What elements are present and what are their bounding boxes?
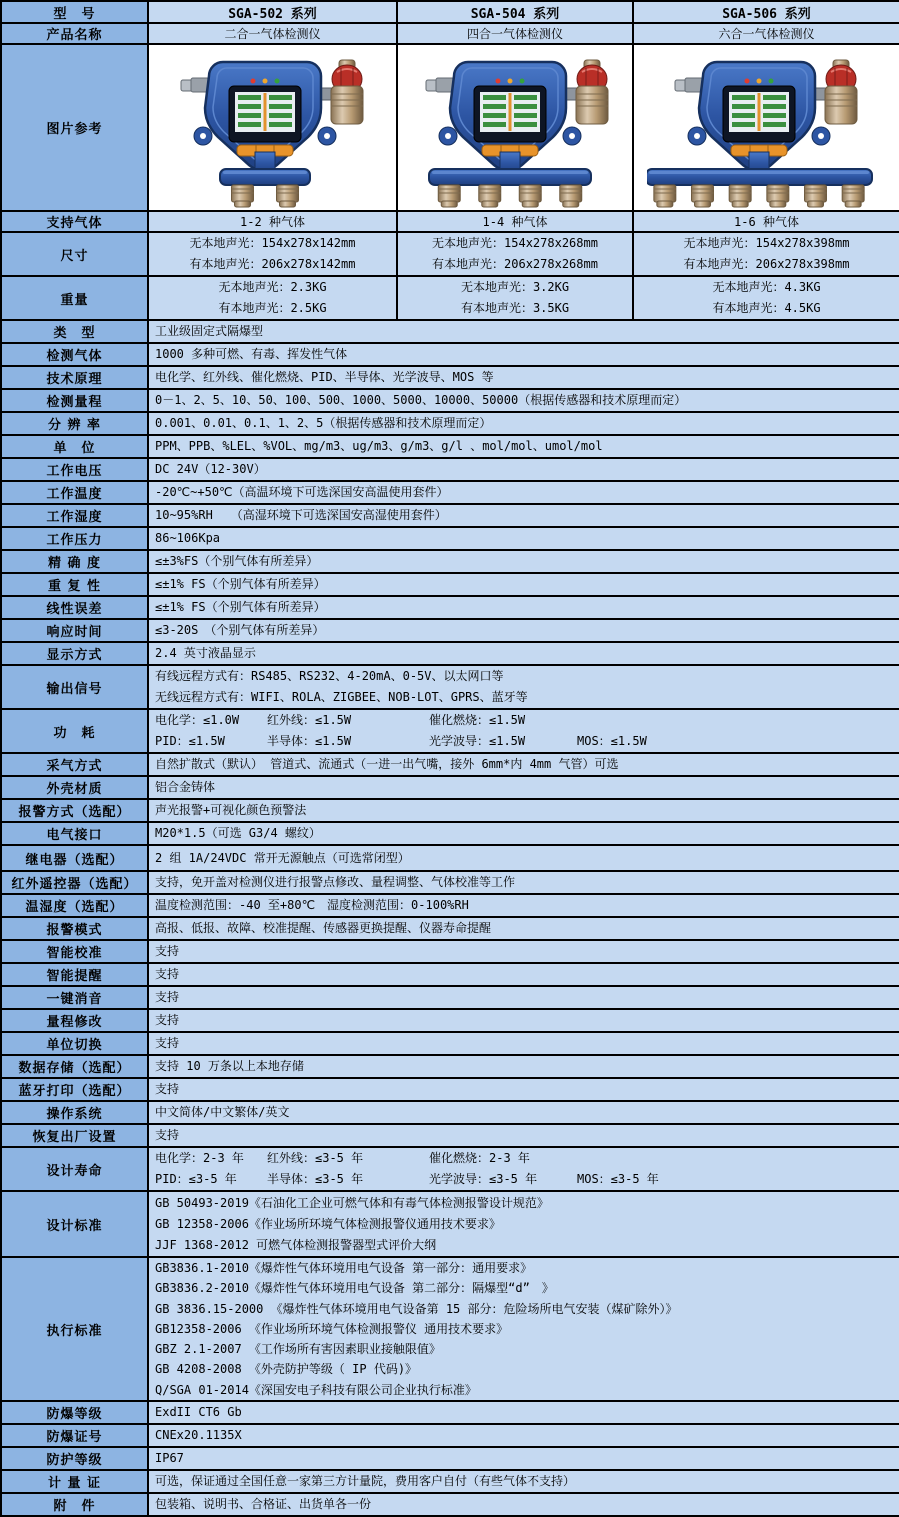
row-label-image_ref: 图片参考 — [1, 44, 148, 211]
row-label-resolution: 分 辨 率 — [1, 412, 148, 435]
cell-line: 无本地声光：3.2KG — [460, 280, 570, 294]
row-size — [1, 232, 899, 276]
cell-grid-item: PID：≤3-5 年 — [155, 1172, 237, 1186]
row-work_temp — [1, 481, 899, 504]
row-label-unit_switch: 单位切换 — [1, 1032, 148, 1055]
cell-line: 支持 10 万条以上本地存储 — [155, 1059, 304, 1073]
row-ex_grade — [1, 1401, 899, 1424]
row-ip_grade — [1, 1447, 899, 1470]
cell-line: 支持 — [155, 990, 180, 1004]
cell-line: 支持，免开盖对检测仪进行报警点修改、量程调整、气体校准等工作 — [155, 875, 516, 889]
row-label-range_modify: 量程修改 — [1, 1009, 148, 1032]
row-range — [1, 389, 899, 412]
cell-line: 有本地声光：2.5KG — [218, 301, 327, 315]
row-bt_print — [1, 1078, 899, 1101]
cell-accuracy — [148, 550, 899, 573]
row-label-smart_cal: 智能校准 — [1, 940, 148, 963]
cell-design_std — [148, 1191, 899, 1257]
cell-line: 有本地声光：206x278x142mm — [189, 257, 356, 271]
cell-product_name-0: 二合一气体检测仪 — [148, 23, 397, 44]
cell-exec_std — [148, 1257, 899, 1401]
cell-grid-line — [155, 1148, 893, 1169]
cell-line: 有本地声光：206x278x268mm — [432, 257, 598, 271]
cell-line: ≤±1% FS（个别气体有所差异） — [155, 600, 326, 614]
cell-line: JJF 1368-2012 可燃气体检测报警器型式评价大纲 — [155, 1237, 437, 1252]
cell-repeatability — [148, 573, 899, 596]
row-alarm_mode_opt — [1, 799, 899, 822]
cell-gas_support-1: 1-4 种气体 — [397, 211, 633, 232]
cell-line: 无本地声光：154x278x268mm — [432, 236, 598, 250]
row-label-repeatability: 重 复 性 — [1, 573, 148, 596]
cell-model-1: SGA-504 系列 — [397, 1, 633, 23]
row-label-ip_grade: 防护等级 — [1, 1447, 148, 1470]
row-mute — [1, 986, 899, 1009]
cell-range — [148, 389, 899, 412]
row-label-type: 类 型 — [1, 320, 148, 343]
cell-line: 2 组 1A/24VDC 常开无源触点（可选常闭型） — [155, 850, 410, 865]
product-image — [398, 48, 633, 208]
row-os — [1, 1101, 899, 1124]
cell-alarm_mode_opt — [148, 799, 899, 822]
cell-line: 支持 — [155, 1036, 180, 1050]
cell-work_temp — [148, 481, 899, 504]
row-gas_detect — [1, 343, 899, 366]
cell-grid-item: 电化学：2-3 年 — [155, 1151, 244, 1165]
cell-line: 有本地声光：3.5KG — [460, 301, 570, 315]
cell-grid-item — [577, 1148, 893, 1169]
cell-line: 高报、低报、故障、校准提醒、传感器更换提醒、仪器寿命提醒 — [155, 921, 492, 935]
row-power — [1, 709, 899, 753]
cell-line: 有本地声光：206x278x398mm — [683, 257, 850, 271]
cell-line: 无本地声光：2.3KG — [218, 280, 327, 294]
product-image — [153, 48, 393, 208]
row-label-pressure: 工作压力 — [1, 527, 148, 550]
row-label-display: 显示方式 — [1, 642, 148, 665]
cell-temp_humid_opt — [148, 894, 899, 917]
cell-principle — [148, 366, 899, 389]
row-model — [1, 1, 899, 23]
row-label-unit: 单 位 — [1, 435, 148, 458]
cell-metrology — [148, 1470, 899, 1493]
row-exec_std — [1, 1257, 899, 1401]
cell-line: 1000 多种可燃、有毒、挥发性气体 — [155, 347, 348, 361]
cell-line: PPM、PPB、%LEL、%VOL、mg/m3、ug/m3、g/m3、g/l 、mol/mol、umol/mol — [155, 439, 603, 453]
cell-ex_cert — [148, 1424, 899, 1447]
row-response — [1, 619, 899, 642]
cell-line: ≤±1% FS（个别气体有所差异） — [155, 577, 326, 591]
cell-size-2 — [633, 232, 899, 276]
cell-line: 无线远程方式有：WIFI、ROLA、ZIGBEE、NOB-LOT、GPRS、蓝牙等 — [155, 690, 528, 704]
row-label-accessories: 附 件 — [1, 1493, 148, 1516]
cell-grid-line — [155, 710, 893, 731]
row-alarm_modes — [1, 917, 899, 940]
cell-grid-item: 光学波导：≤1.5W — [429, 734, 526, 748]
row-label-linearity: 线性误差 — [1, 596, 148, 619]
row-unit_switch — [1, 1032, 899, 1055]
cell-line: 0－1、2、5、10、50、100、500、1000、5000、10000、50000（根据传感器和技术原理而定） — [155, 393, 687, 407]
cell-pressure — [148, 527, 899, 550]
cell-line: 有线远程方式有：RS485、RS232、4-20mA、0-5V、以太网口等 — [155, 669, 504, 683]
cell-line: 声光报警+可视化颜色预警法 — [155, 803, 307, 817]
row-weight — [1, 276, 899, 320]
row-label-product_name: 产品名称 — [1, 23, 148, 44]
cell-factory_reset — [148, 1124, 899, 1147]
cell-line: -20℃~+50℃（高温环境下可选深国安高温使用套件） — [155, 485, 449, 499]
cell-unit_switch — [148, 1032, 899, 1055]
cell-mute — [148, 986, 899, 1009]
cell-linearity — [148, 596, 899, 619]
row-label-voltage: 工作电压 — [1, 458, 148, 481]
row-label-weight: 重量 — [1, 276, 148, 320]
cell-line: 2.4 英寸液晶显示 — [155, 646, 256, 660]
row-image_ref — [1, 44, 899, 211]
cell-product_name-1: 四合一气体检测仪 — [397, 23, 633, 44]
cell-line: 有本地声光：4.5KG — [712, 301, 821, 315]
cell-grid-item: MOS：≤3-5 年 — [577, 1172, 659, 1186]
cell-line: GB 3836.15-2000 《爆炸性气体环境用电气设备第 15 部分：危险场所电气安装（煤矿除外）》 — [155, 1301, 678, 1316]
cell-line: 电化学、红外线、催化燃烧、PID、半导体、光学波导、MOS 等 — [155, 370, 494, 384]
row-label-gas_detect: 检测气体 — [1, 343, 148, 366]
row-label-principle: 技术原理 — [1, 366, 148, 389]
cell-size-0 — [148, 232, 397, 276]
cell-accessories — [148, 1493, 899, 1516]
row-label-electric_port: 电气接口 — [1, 822, 148, 845]
cell-line: GB 50493-2019《石油化工企业可燃气体和有毒气体检测报警设计规范》 — [155, 1195, 549, 1210]
row-work_humid — [1, 504, 899, 527]
cell-grid-item: 半导体：≤3-5 年 — [267, 1172, 364, 1186]
row-factory_reset — [1, 1124, 899, 1147]
cell-grid-item: MOS：≤1.5W — [577, 734, 647, 748]
cell-line: CNEx20.1135X — [155, 1428, 242, 1443]
cell-alarm_modes — [148, 917, 899, 940]
cell-line: 无本地声光：4.3KG — [712, 280, 821, 294]
row-label-os: 操作系统 — [1, 1101, 148, 1124]
cell-line: 可选，保证通过全国任意一家第三方计量院，费用客户自付（有些气体不支持） — [155, 1474, 576, 1489]
row-label-model: 型 号 — [1, 1, 148, 23]
row-repeatability — [1, 573, 899, 596]
cell-ex_grade — [148, 1401, 899, 1424]
row-label-work_temp: 工作温度 — [1, 481, 148, 504]
row-resolution — [1, 412, 899, 435]
cell-line: 0.001、0.01、0.1、1、2、5（根据传感器和技术原理而定） — [155, 416, 492, 430]
cell-grid-item: 红外线：≤3-5 年 — [267, 1151, 364, 1165]
row-label-output: 输出信号 — [1, 665, 148, 709]
row-accessories — [1, 1493, 899, 1516]
cell-work_humid — [148, 504, 899, 527]
cell-weight-1 — [397, 276, 633, 320]
cell-line: 支持 — [155, 1128, 180, 1142]
cell-gas_detect — [148, 343, 899, 366]
row-gas_support — [1, 211, 899, 232]
cell-grid-item: 催化燃烧：2-3 年 — [429, 1151, 530, 1165]
cell-line: 自然扩散式（默认） 管道式、流通式（一进一出气嘴，接外 6mm*内 4mm 气管）可选 — [155, 757, 619, 771]
cell-grid-item: 红外线：≤1.5W — [267, 713, 352, 727]
row-product_name — [1, 23, 899, 44]
row-sampling — [1, 753, 899, 776]
product-image-cell-2 — [633, 44, 899, 211]
cell-storage — [148, 1055, 899, 1078]
cell-line: 支持 — [155, 944, 180, 958]
row-label-gas_support: 支持气体 — [1, 211, 148, 232]
cell-type — [148, 320, 899, 343]
product-image-cell-1 — [397, 44, 633, 211]
cell-line: 工业级固定式隔爆型 — [155, 324, 264, 338]
cell-resolution — [148, 412, 899, 435]
row-label-exec_std: 执行标准 — [1, 1257, 148, 1401]
cell-line: M20*1.5（可选 G3/4 螺纹） — [155, 826, 321, 840]
row-label-ex_grade: 防爆等级 — [1, 1401, 148, 1424]
row-label-size: 尺寸 — [1, 232, 148, 276]
cell-line: ≤3-20S （个别气体有所差异） — [155, 623, 325, 637]
row-unit — [1, 435, 899, 458]
cell-grid-item — [577, 710, 893, 731]
cell-line: 86~106Kpa — [155, 531, 221, 545]
row-type — [1, 320, 899, 343]
row-display — [1, 642, 899, 665]
cell-line: 支持 — [155, 1082, 180, 1096]
cell-grid-item: 催化燃烧：≤1.5W — [429, 713, 526, 727]
cell-line: GB3836.1-2010《爆炸性气体环境用电气设备 第一部分：通用要求》 — [155, 1261, 533, 1275]
cell-line: IP67 — [155, 1451, 184, 1466]
row-label-work_humid: 工作湿度 — [1, 504, 148, 527]
cell-electric_port — [148, 822, 899, 845]
row-metrology — [1, 1470, 899, 1493]
row-label-alarm_modes: 报警模式 — [1, 917, 148, 940]
cell-line: GB12358-2006 《作业场所环境气体检测报警仪 通用技术要求》 — [155, 1321, 509, 1336]
cell-line: ExdII CT6 Gb — [155, 1405, 242, 1420]
cell-smart_remind — [148, 963, 899, 986]
cell-line: ≤±3%FS（个别气体有所差异） — [155, 554, 319, 568]
row-label-power: 功 耗 — [1, 709, 148, 753]
cell-grid-item: 电化学：≤1.0W — [155, 713, 240, 727]
cell-shell — [148, 776, 899, 799]
cell-power — [148, 709, 899, 753]
row-principle — [1, 366, 899, 389]
cell-smart_cal — [148, 940, 899, 963]
row-storage — [1, 1055, 899, 1078]
cell-size-1 — [397, 232, 633, 276]
cell-line: 支持 — [155, 1013, 180, 1027]
row-label-accuracy: 精 确 度 — [1, 550, 148, 573]
cell-line: 无本地声光：154x278x142mm — [189, 236, 356, 250]
cell-line: 中文简体/中文繁体/英文 — [155, 1105, 290, 1119]
row-range_modify — [1, 1009, 899, 1032]
cell-line: GB 12358-2006《作业场所环境气体检测报警仪通用技术要求》 — [155, 1216, 501, 1231]
row-label-mute: 一键消音 — [1, 986, 148, 1009]
row-accuracy — [1, 550, 899, 573]
cell-grid-line — [155, 1169, 893, 1190]
cell-range_modify — [148, 1009, 899, 1032]
row-label-ex_cert: 防爆证号 — [1, 1424, 148, 1447]
cell-ip_grade — [148, 1447, 899, 1470]
row-label-design_std: 设计标准 — [1, 1191, 148, 1257]
product-image-cell-0 — [148, 44, 397, 211]
row-pressure — [1, 527, 899, 550]
cell-line: 10~95%RH （高湿环境下可选深国安高湿使用套件） — [155, 508, 447, 522]
row-ir_remote — [1, 871, 899, 894]
product-image — [647, 48, 887, 208]
cell-line: 无本地声光：154x278x398mm — [683, 236, 850, 250]
cell-weight-0 — [148, 276, 397, 320]
cell-line: 铝合金铸体 — [155, 780, 216, 794]
row-temp_humid_opt — [1, 894, 899, 917]
cell-response — [148, 619, 899, 642]
cell-grid-item: PID：≤1.5W — [155, 734, 225, 748]
row-linearity — [1, 596, 899, 619]
row-output — [1, 665, 899, 709]
row-label-range: 检测量程 — [1, 389, 148, 412]
row-voltage — [1, 458, 899, 481]
row-relay — [1, 845, 899, 871]
row-label-alarm_mode_opt: 报警方式（选配） — [1, 799, 148, 822]
row-label-relay: 继电器（选配） — [1, 845, 148, 871]
row-label-metrology: 计 量 证 — [1, 1470, 148, 1493]
cell-os — [148, 1101, 899, 1124]
cell-line: 包装箱、说明书、合格证、出货单各一份 — [155, 1497, 372, 1512]
row-label-bt_print: 蓝牙打印（选配） — [1, 1078, 148, 1101]
cell-relay — [148, 845, 899, 871]
row-smart_cal — [1, 940, 899, 963]
cell-sampling — [148, 753, 899, 776]
cell-product_name-2: 六合一气体检测仪 — [633, 23, 899, 44]
row-electric_port — [1, 822, 899, 845]
row-label-temp_humid_opt: 温湿度（选配） — [1, 894, 148, 917]
cell-line: 支持 — [155, 967, 180, 981]
cell-line: Q/SGA 01-2014《深国安电子科技有限公司企业执行标准》 — [155, 1382, 477, 1397]
row-design_life — [1, 1147, 899, 1191]
row-smart_remind — [1, 963, 899, 986]
cell-line: 温度检测范围：-40 至+80℃ 湿度检测范围：0-100%RH — [155, 898, 469, 912]
cell-gas_support-0: 1-2 种气体 — [148, 211, 397, 232]
cell-gas_support-2: 1-6 种气体 — [633, 211, 899, 232]
cell-display — [148, 642, 899, 665]
row-label-storage: 数据存储（选配） — [1, 1055, 148, 1078]
cell-line: GB 4208-2008 《外壳防护等级（ IP 代码)》 — [155, 1362, 418, 1377]
cell-unit — [148, 435, 899, 458]
cell-model-2: SGA-506 系列 — [633, 1, 899, 23]
row-label-factory_reset: 恢复出厂设置 — [1, 1124, 148, 1147]
spec-table-body — [1, 1, 899, 1516]
cell-output — [148, 665, 899, 709]
row-label-design_life: 设计寿命 — [1, 1147, 148, 1191]
row-shell — [1, 776, 899, 799]
cell-weight-2 — [633, 276, 899, 320]
row-label-smart_remind: 智能提醒 — [1, 963, 148, 986]
cell-line: GB3836.2-2010《爆炸性气体环境用电气设备 第二部分：隔爆型“d” 》 — [155, 1281, 554, 1296]
cell-grid-line — [155, 731, 893, 752]
row-design_std — [1, 1191, 899, 1257]
cell-grid-item: 光学波导：≤3-5 年 — [429, 1172, 538, 1186]
cell-voltage — [148, 458, 899, 481]
cell-grid-item: 半导体：≤1.5W — [267, 734, 352, 748]
cell-model-0: SGA-502 系列 — [148, 1, 397, 23]
cell-ir_remote — [148, 871, 899, 894]
cell-line: GBZ 2.1-2007 《工作场所有害因素职业接触限值》 — [155, 1342, 441, 1357]
row-label-shell: 外壳材质 — [1, 776, 148, 799]
row-ex_cert — [1, 1424, 899, 1447]
row-label-response: 响应时间 — [1, 619, 148, 642]
row-label-ir_remote: 红外遥控器（选配） — [1, 871, 148, 894]
cell-design_life — [148, 1147, 899, 1191]
row-label-sampling: 采气方式 — [1, 753, 148, 776]
cell-line: DC 24V（12-30V） — [155, 462, 266, 476]
cell-bt_print — [148, 1078, 899, 1101]
